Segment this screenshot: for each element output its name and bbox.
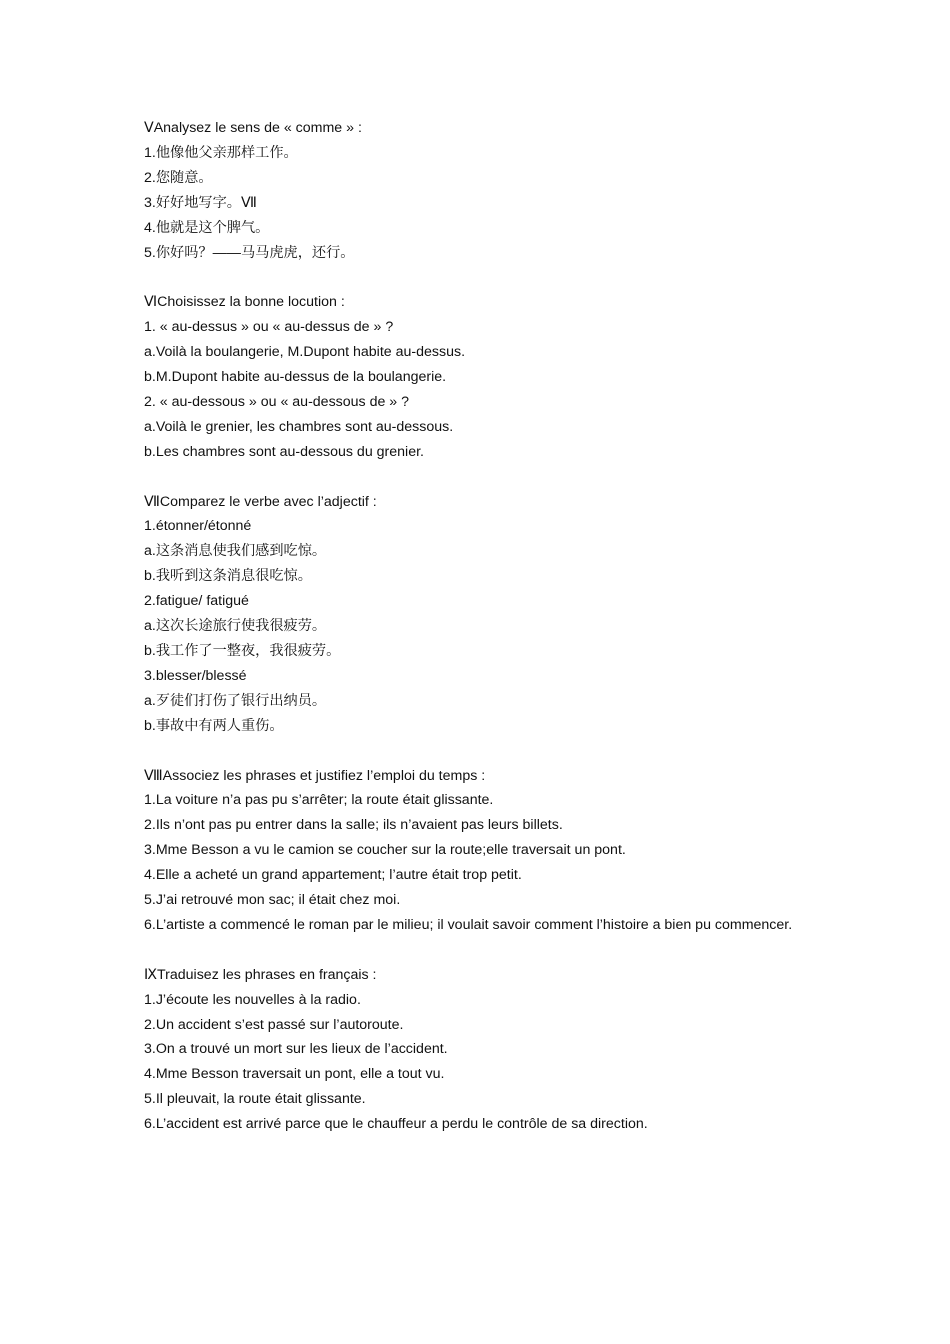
exercise-item: 2.Ils n’ont pas pu entrer dans la salle; ils n’avaient pas leurs billets. [144, 817, 563, 834]
document-page [144, 116, 808, 1162]
exercise-item: b.我工作了一整夜，我很疲劳。 [144, 643, 341, 659]
exercise-item: a.歹徒们打伤了银行出纳员。 [144, 692, 327, 709]
exercise-item: a.Voilà le grenier, les chambres sont au-dessous. [144, 418, 454, 435]
exercise-item: 4.Mme Besson traversait un pont, elle a tout vu. [144, 1066, 445, 1083]
section-heading: ⅧAssociez les phrases et justifiez l’emploi du temps : [144, 767, 486, 784]
exercise-item: 2.Un accident s’est passé sur l’autoroute. [144, 1016, 404, 1033]
exercise-item: 6.L’accident est arrivé parce que le chauffeur a perdu le contrôle de sa direction. [144, 1116, 648, 1133]
exercise-item: 2.fatigue/ fatigué [144, 593, 249, 610]
exercise-item: a.这次长途旅行使我很疲劳。 [144, 618, 327, 635]
exercise-item: b.M.Dupont habite au-dessus de la boulangerie. [144, 369, 447, 386]
exercise-item: 6.L’artiste a commencé le roman par le milieu; il voulait savoir comment l’histoire a bien pu commencer. [144, 916, 793, 933]
exercise-item: 2.您随意。 [144, 169, 213, 186]
exercise-item: 1.La voiture n’a pas pu s’arrêter; la route était glissante. [144, 792, 494, 809]
exercise-item: 5.你好吗？——马马虎虎，还行。 [144, 244, 355, 261]
exercise-item: 3.好好地写字。Ⅶ [144, 194, 257, 211]
section-6-locution [144, 290, 808, 464]
exercise-item: b.我听到这条消息很吃惊。 [144, 568, 312, 585]
section-9-traduction [144, 963, 808, 1137]
exercise-item: 4.他就是这个脾气。 [144, 219, 270, 236]
exercise-item: a.这条消息使我们感到吃惊。 [144, 543, 327, 560]
exercise-item: 2. « au-dessous » ou « au-dessous de » ? [144, 393, 410, 410]
exercise-item: a.Voilà la boulangerie, M.Dupont habite au-dessus. [144, 344, 466, 361]
section-heading: ⅤAnalysez le sens de « comme » : [144, 120, 362, 136]
exercise-item: 1.J’écoute les nouvelles à la radio. [144, 991, 361, 1008]
exercise-item: 1.étonner/étonné [144, 518, 252, 535]
exercise-item: 5.Il pleuvait, la route était glissante. [144, 1091, 366, 1108]
exercise-item: 1.他像他父亲那样工作。 [144, 144, 298, 161]
exercise-item: 1. « au-dessus » ou « au-dessus de » ? [144, 319, 394, 336]
exercise-item: 4.Elle a acheté un grand appartement; l’autre était trop petit. [144, 867, 522, 884]
section-heading: ⅥChoisissez la bonne locution : [144, 294, 345, 311]
section-8-emploi-du-temps [144, 764, 808, 938]
exercise-item: 3.Mme Besson a vu le camion se coucher sur la route;elle traversait un pont. [144, 842, 626, 859]
exercise-item: 3.blesser/blessé [144, 667, 247, 684]
exercise-item: 5.J’ai retrouvé mon sac; il était chez moi. [144, 892, 401, 909]
exercise-item: b.事故中有两人重伤。 [144, 717, 284, 734]
section-heading: ⅦComparez le verbe avec l’adjectif : [144, 493, 377, 510]
exercise-item: 3.On a trouvé un mort sur les lieux de l’accident. [144, 1041, 448, 1058]
section-heading: ⅨTraduisez les phrases en français : [144, 966, 377, 983]
exercise-item: b.Les chambres sont au-dessous du grenier. [144, 443, 424, 460]
section-5-comme [144, 116, 808, 265]
section-7-verbe-adjectif [144, 490, 808, 739]
